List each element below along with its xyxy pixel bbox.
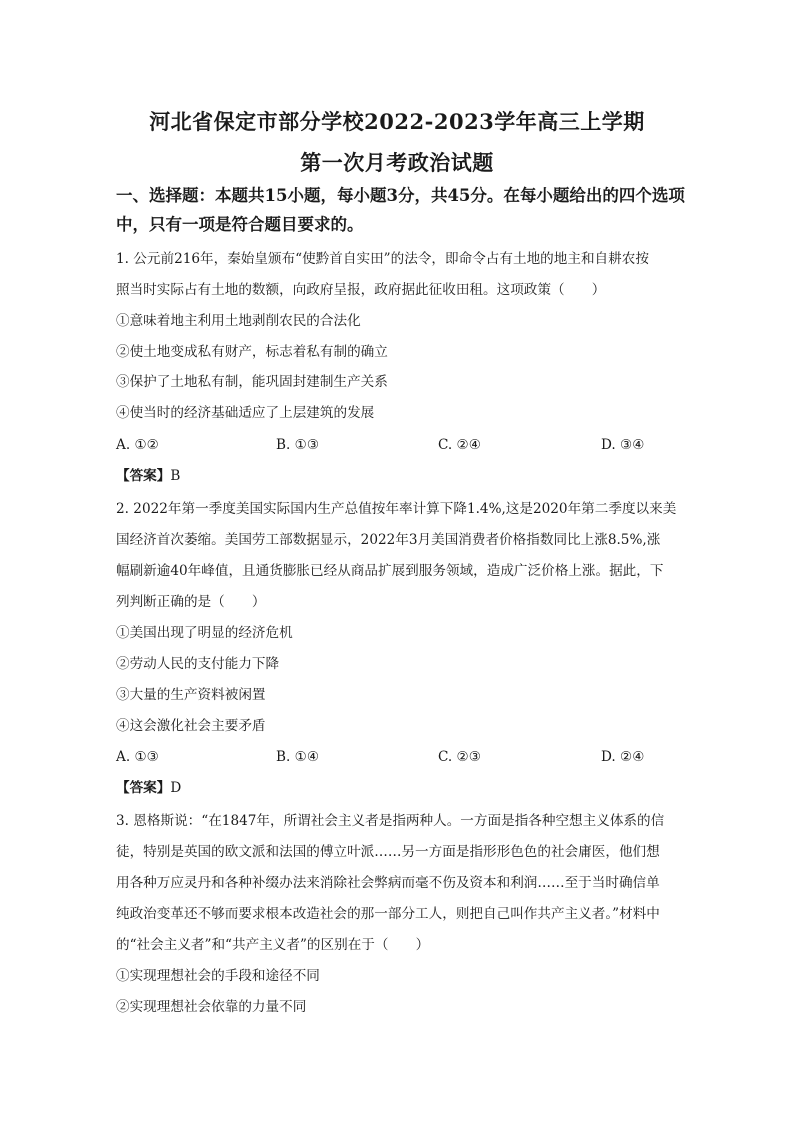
- q2-item-1: ①美国出现了明显的经济危机: [116, 625, 293, 641]
- q1-item-2: ②使土地变成私有财产，标志着私有制的确立: [116, 344, 388, 360]
- q1-option-b: B. ①③: [276, 437, 320, 453]
- q1-item-4: ④使当时的经济基础适应了上层建筑的发展: [116, 405, 375, 421]
- q2-stem-line-4: 列判断正确的是（ ）: [116, 594, 266, 610]
- q2-answer: [116, 779, 181, 797]
- q1-stem-line-1: 1. 公元前216年，秦始皇颁布“使黔首自实田”的法令，即命令占有土地的地主和自耕农按: [116, 251, 649, 267]
- q1-item-3: ③保护了土地私有制，能巩固封建制生产关系: [116, 374, 388, 390]
- section-heading-line-2: 中，只有一项是符合题目要求的。: [116, 215, 364, 234]
- q3-stem-line-2: 徒，特别是英国的欧文派和法国的傅立叶派……另一方面是指形形色色的社会庸医，他们想: [116, 844, 660, 860]
- q1-item-1: ①意味着地主利用土地剥削农民的合法化: [116, 313, 361, 329]
- q1-stem-line-2: 照当时实际占有土地的数额，向政府呈报，政府据此征收田租。这项政策（ ）: [116, 282, 606, 298]
- q3-stem-line-4: 纯政治变革还不够而要求根本改造社会的那一部分工人，则把自己叫作共产主义者。”材料中: [116, 906, 660, 922]
- q2-item-4: ④这会激化社会主要矛盾: [116, 718, 266, 734]
- q3-stem-line-3: 用各种万应灵丹和各种补缀办法来消除社会弊病而毫不伤及资本和利润……至于当时确信单: [116, 875, 660, 891]
- q2-stem-line-2: 国经济首次萎缩。美国劳工部数据显示，2022年3月美国消费者价格指数同比上涨8.5%,涨: [116, 532, 661, 548]
- q2-answer-value: D: [170, 780, 182, 796]
- q2-item-2: ②劳动人民的支付能力下降: [116, 656, 280, 672]
- q3-stem-line-5: 的“社会主义者”和“共产主义者”的区别在于（ ）: [116, 937, 430, 953]
- q1-option-a: A. ①②: [116, 437, 159, 453]
- q2-option-c: C. ②③: [438, 749, 481, 765]
- q3-stem-line-1: 3. 恩格斯说：“在1847年，所谓社会主义者是指两种人。一方面是指各种空想主义体系的信: [116, 813, 665, 829]
- q2-stem-line-3: 幅刷新逾40年峰值，且通货膨胀已经从商品扩展到服务领域，造成广泛价格上涨。据此，下: [116, 563, 664, 579]
- q2-stem-line-1: 2. 2022年第一季度美国实际国内生产总值按年率计算下降1.4%,这是2020年第二季度以来美: [116, 501, 677, 517]
- q2-option-d: D. ②④: [601, 749, 645, 765]
- section-heading-line-1: 一、选择题：本题共15小题，每小题3分，共45分。在每小题给出的四个选项: [116, 186, 685, 205]
- q1-option-d: D. ③④: [601, 437, 645, 453]
- q2-item-3: ③大量的生产资料被闲置: [116, 687, 266, 703]
- exam-title-line-1: 河北省保定市部分学校2022-2023学年高三上学期: [149, 109, 645, 134]
- q2-option-b: B. ①④: [276, 749, 320, 765]
- q1-option-c: C. ②④: [438, 437, 481, 453]
- q1-answer: [116, 467, 180, 485]
- q3-item-1: ①实现理想社会的手段和途径不同: [116, 968, 320, 984]
- q1-answer-tag: 【答案】: [116, 468, 171, 484]
- q2-option-a: A. ①③: [116, 749, 159, 765]
- q2-answer-tag: 【答案】: [116, 780, 171, 796]
- q3-item-2: ②实现理想社会依靠的力量不同: [116, 999, 307, 1015]
- exam-title-line-2: 第一次月考政治试题: [300, 150, 494, 175]
- q1-answer-value: B: [170, 468, 181, 484]
